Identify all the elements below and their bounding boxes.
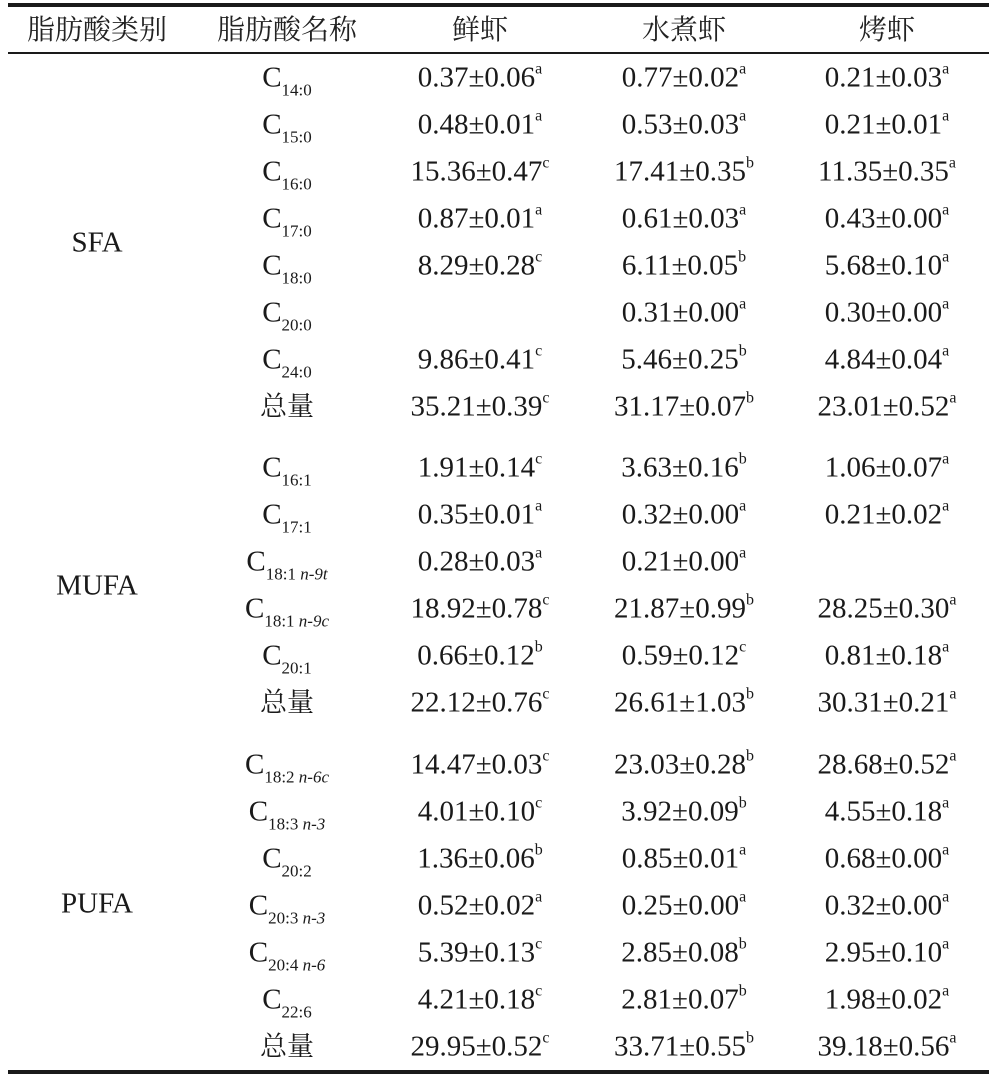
fatty-acid-name [262,343,312,382]
value-cell [410,1029,550,1063]
significance-letter: a [535,107,543,125]
fatty-acid-base: C [248,795,269,828]
value-cell [824,888,950,922]
mean-sd-value: 4.84±0.04 [824,343,943,376]
value-cell [824,982,950,1016]
mean-sd-value: 1.91±0.14 [417,451,536,484]
significance-letter: a [949,389,957,407]
significance-letter: a [942,638,950,656]
value-cell [417,982,543,1016]
significance-letter: c [542,1029,550,1047]
header-roasted-shrimp: 烤虾 [858,13,916,46]
significance-letter: c [535,982,543,1000]
significance-letter: a [535,60,543,78]
mean-sd-value: 0.21±0.00 [621,545,740,578]
mean-sd-value: 35.21±0.39 [410,390,543,423]
fatty-acid-base: C [262,155,282,188]
mean-sd-value: 0.37±0.06 [417,61,536,94]
mean-sd-value: 9.86±0.41 [417,343,536,376]
fatty-acid-base: C [262,639,282,672]
value-cell [817,685,957,719]
significance-letter: a [535,201,543,219]
significance-letter: c [535,248,543,266]
carbon-subscript: 16:0 [281,174,312,194]
mean-sd-value: 31.17±0.07 [614,390,746,423]
fatty-acid-base: 总量 [260,1031,314,1063]
carbon-subscript: 18:1 n-9t [265,564,328,584]
significance-letter: c [535,342,543,360]
value-cell [417,497,543,531]
significance-letter: a [942,497,950,515]
mean-sd-value: 0.30±0.00 [824,296,943,329]
mean-sd-value: 0.32±0.00 [824,889,943,922]
value-cell [417,841,543,875]
significance-letter: b [745,1029,754,1047]
fatty-acid-base: 总量 [260,687,314,719]
value-cell [621,342,747,376]
mean-sd-value: 4.01±0.10 [417,795,536,828]
mean-sd-value: 39.18±0.56 [817,1030,950,1063]
fatty-acid-name [262,61,312,100]
value-cell [417,248,543,282]
mean-sd-value: 0.77±0.02 [621,61,740,94]
mean-sd-value: 33.71±0.55 [614,1030,746,1063]
value-cell [621,60,747,94]
mean-sd-value: 3.92±0.09 [621,795,739,828]
fatty-acid-name [244,748,330,787]
carbon-subscript: 18:0 [281,268,312,288]
mean-sd-value: 0.87±0.01 [417,202,536,235]
value-cell [621,295,747,329]
significance-letter: b [745,747,754,765]
significance-letter: c [535,935,543,953]
mean-sd-value: 8.29±0.28 [417,249,536,282]
fatty-acid-name [262,639,312,678]
significance-letter: b [738,794,747,812]
value-cell [621,982,747,1016]
isomer-notation: n-9t [300,564,328,584]
value-cell [614,591,754,625]
mean-sd-value: 28.25±0.30 [817,592,950,625]
significance-letter: c [535,794,543,812]
fatty-acid-name [248,795,326,834]
isomer-notation: n-3 [302,814,326,834]
fatty-acid-name [262,202,312,241]
mean-sd-value: 30.31±0.21 [817,686,950,719]
value-cell [818,154,956,188]
mean-sd-value: 1.06±0.07 [824,451,943,484]
mean-sd-value: 0.21±0.02 [824,498,943,531]
significance-letter: a [739,841,747,859]
value-cell [614,154,754,188]
significance-letter: a [942,794,950,812]
significance-letter: a [739,544,747,562]
significance-letter: a [942,342,950,360]
fatty-acid-name [248,889,326,928]
fatty-acid-base: C [262,108,282,141]
value-cell [614,747,754,781]
mean-sd-value: 0.21±0.03 [824,61,943,94]
mean-sd-value: 18.92±0.78 [410,592,543,625]
value-cell [417,107,543,141]
carbon-subscript: 20:1 [281,658,312,678]
group-label-mufa: MUFA [56,569,138,602]
significance-letter: a [942,107,950,125]
fatty-acid-base: C [244,748,265,781]
fatty-acid-base: 总量 [260,391,314,423]
value-cell [817,591,957,625]
significance-letter: a [949,747,957,765]
significance-letter: b [738,248,747,266]
fatty-acid-name [262,108,312,147]
value-cell [817,747,957,781]
significance-letter: c [542,685,550,703]
value-cell [614,685,754,719]
significance-letter: a [942,982,950,1000]
fatty-acid-base: C [262,842,282,875]
value-cell [824,107,950,141]
significance-letter: a [739,201,747,219]
fatty-acid-base: C [246,545,266,578]
value-cell [817,1029,957,1063]
significance-letter: a [535,544,543,562]
table-header-rule [8,52,989,54]
carbon-subscript: 22:6 [281,1002,312,1022]
carbon-subscript: 20:3 n-3 [268,908,326,928]
value-cell [824,60,950,94]
value-cell [417,544,543,578]
mean-sd-value: 22.12±0.76 [410,686,543,719]
significance-letter: a [739,107,747,125]
value-cell [824,935,950,969]
mean-sd-value: 4.21±0.18 [417,983,536,1016]
mean-sd-value: 0.61±0.03 [621,202,740,235]
mean-sd-value: 0.31±0.00 [621,296,740,329]
value-cell [417,342,543,376]
carbon-subscript: 14:0 [281,80,312,100]
mean-sd-value: 1.36±0.06 [417,842,535,875]
table-bottom-rule [8,1070,989,1074]
significance-letter: a [949,685,957,703]
carbon-subscript: 16:1 [281,470,312,490]
header-category: 脂肪酸类别 [26,13,168,46]
value-cell [614,389,754,423]
fatty-acid-name [260,1033,314,1062]
carbon-subscript: 17:0 [281,221,312,241]
mean-sd-value: 23.03±0.28 [614,748,746,781]
mean-sd-value: 11.35±0.35 [818,155,949,188]
significance-letter: b [738,982,747,1000]
significance-letter: c [739,638,747,656]
significance-letter: c [535,450,543,468]
value-cell [621,201,747,235]
significance-letter: a [942,888,950,906]
significance-letter: a [942,841,950,859]
mean-sd-value: 0.53±0.03 [621,108,740,141]
value-cell [417,450,543,484]
value-cell [824,248,950,282]
value-cell [817,389,957,423]
isomer-notation: n-6c [298,767,330,787]
mean-sd-value: 0.21±0.01 [824,108,943,141]
significance-letter: a [535,497,543,515]
carbon-subscript: 18:2 n-6c [264,767,330,787]
significance-letter: a [942,935,950,953]
value-cell [410,389,550,423]
fatty-acid-name [262,451,312,490]
fatty-acid-name [262,842,312,881]
value-cell [410,154,550,188]
carbon-subscript: 20:4 n-6 [268,955,326,975]
fatty-acid-base: C [262,249,282,282]
isomer-notation: n-6 [302,955,326,975]
value-cell [417,60,543,94]
significance-letter: b [745,154,754,172]
fatty-acid-name [262,296,312,335]
mean-sd-value: 0.32±0.00 [621,498,740,531]
mean-sd-value: 23.01±0.52 [817,390,950,423]
significance-letter: c [542,389,550,407]
mean-sd-value: 21.87±0.99 [614,592,746,625]
carbon-subscript: 17:1 [281,517,312,537]
mean-sd-value: 14.47±0.03 [410,748,543,781]
mean-sd-value: 29.95±0.52 [410,1030,543,1063]
significance-letter: c [542,747,550,765]
isomer-notation: n-3 [302,908,326,928]
fatty-acid-name [262,498,312,537]
mean-sd-value: 0.25±0.00 [621,889,740,922]
carbon-subscript: 20:0 [281,315,312,335]
value-cell [417,794,543,828]
significance-letter: a [949,591,957,609]
fatty-acid-name [262,249,312,288]
mean-sd-value: 0.52±0.02 [417,889,536,922]
value-cell [621,935,747,969]
mean-sd-value: 0.85±0.01 [621,842,740,875]
mean-sd-value: 5.39±0.13 [417,936,536,969]
mean-sd-value: 15.36±0.47 [410,155,543,188]
value-cell [621,544,747,578]
value-cell [824,295,950,329]
value-cell [417,201,543,235]
value-cell [824,201,950,235]
value-cell [824,794,950,828]
mean-sd-value: 0.59±0.12 [621,639,740,672]
carbon-subscript: 18:1 n-9c [264,611,330,631]
mean-sd-value: 17.41±0.35 [614,155,746,188]
value-cell [614,1029,754,1063]
significance-letter: b [738,450,747,468]
fatty-acid-name [244,592,330,631]
fatty-acid-base: C [262,202,282,235]
mean-sd-value: 3.63±0.16 [621,451,739,484]
table-top-rule [8,3,989,7]
significance-letter: b [534,841,543,859]
fatty-acid-base: C [248,936,269,969]
significance-letter: b [534,638,543,656]
fatty-acid-base: C [262,296,282,329]
fatty-acid-base: C [262,343,282,376]
isomer-notation: n-9c [298,611,330,631]
group-label-sfa: SFA [71,226,123,259]
fatty-acid-name [262,155,312,194]
fatty-acid-base: C [248,889,269,922]
significance-letter: a [942,201,950,219]
significance-letter: b [745,591,754,609]
fatty-acid-name [260,393,314,422]
carbon-subscript: 24:0 [281,362,312,382]
fatty-acid-base: C [262,983,282,1016]
mean-sd-value: 1.98±0.02 [824,983,943,1016]
value-cell [824,450,950,484]
value-cell [621,888,747,922]
significance-letter: a [942,295,950,313]
header-boiled-shrimp: 水煮虾 [641,13,727,46]
significance-letter: b [745,685,754,703]
value-cell [824,342,950,376]
fatty-acid-name [246,545,328,584]
mean-sd-value: 2.95±0.10 [824,936,943,969]
header-fatty-acid-name: 脂肪酸名称 [216,13,358,46]
significance-letter: a [942,450,950,468]
value-cell [410,591,550,625]
value-cell [824,638,950,672]
mean-sd-value: 0.81±0.18 [824,639,943,672]
mean-sd-value: 0.68±0.00 [824,842,943,875]
significance-letter: c [542,591,550,609]
significance-letter: c [542,154,550,172]
mean-sd-value: 2.85±0.08 [621,936,739,969]
fatty-acid-base: C [244,592,265,625]
carbon-subscript: 15:0 [281,127,312,147]
mean-sd-value: 0.35±0.01 [417,498,536,531]
mean-sd-value: 0.43±0.00 [824,202,943,235]
significance-letter: a [942,248,950,266]
value-cell [417,935,543,969]
group-label-pufa: PUFA [61,887,133,920]
mean-sd-value: 5.46±0.25 [621,343,739,376]
value-cell [621,497,747,531]
mean-sd-value: 28.68±0.52 [817,748,950,781]
fatty-acid-name [260,689,314,718]
significance-letter: a [739,60,747,78]
carbon-subscript: 18:3 n-3 [268,814,326,834]
significance-letter: a [948,154,956,172]
significance-letter: a [949,1029,957,1047]
carbon-subscript: 20:2 [281,861,312,881]
value-cell [824,497,950,531]
fatty-acid-base: C [262,61,282,94]
fatty-acid-name [248,936,326,975]
fatty-acid-name [262,983,312,1022]
mean-sd-value: 5.68±0.10 [824,249,943,282]
mean-sd-value: 0.48±0.01 [417,108,536,141]
fatty-acid-base: C [262,451,282,484]
value-cell [621,638,747,672]
mean-sd-value: 0.66±0.12 [417,639,535,672]
value-cell [621,841,747,875]
significance-letter: a [535,888,543,906]
value-cell [824,841,950,875]
value-cell [621,248,747,282]
value-cell [410,685,550,719]
header-fresh-shrimp: 鲜虾 [451,13,509,46]
value-cell [410,747,550,781]
value-cell [621,794,747,828]
significance-letter: b [738,342,747,360]
significance-letter: a [739,497,747,515]
value-cell [621,107,747,141]
mean-sd-value: 0.28±0.03 [417,545,536,578]
significance-letter: b [745,389,754,407]
value-cell [621,450,747,484]
significance-letter: a [739,888,747,906]
mean-sd-value: 26.61±1.03 [614,686,746,719]
value-cell [417,638,543,672]
mean-sd-value: 2.81±0.07 [621,983,739,1016]
mean-sd-value: 6.11±0.05 [621,249,739,282]
fatty-acid-base: C [262,498,282,531]
significance-letter: a [739,295,747,313]
significance-letter: b [738,935,747,953]
significance-letter: a [942,60,950,78]
value-cell [417,888,543,922]
mean-sd-value: 4.55±0.18 [824,795,943,828]
